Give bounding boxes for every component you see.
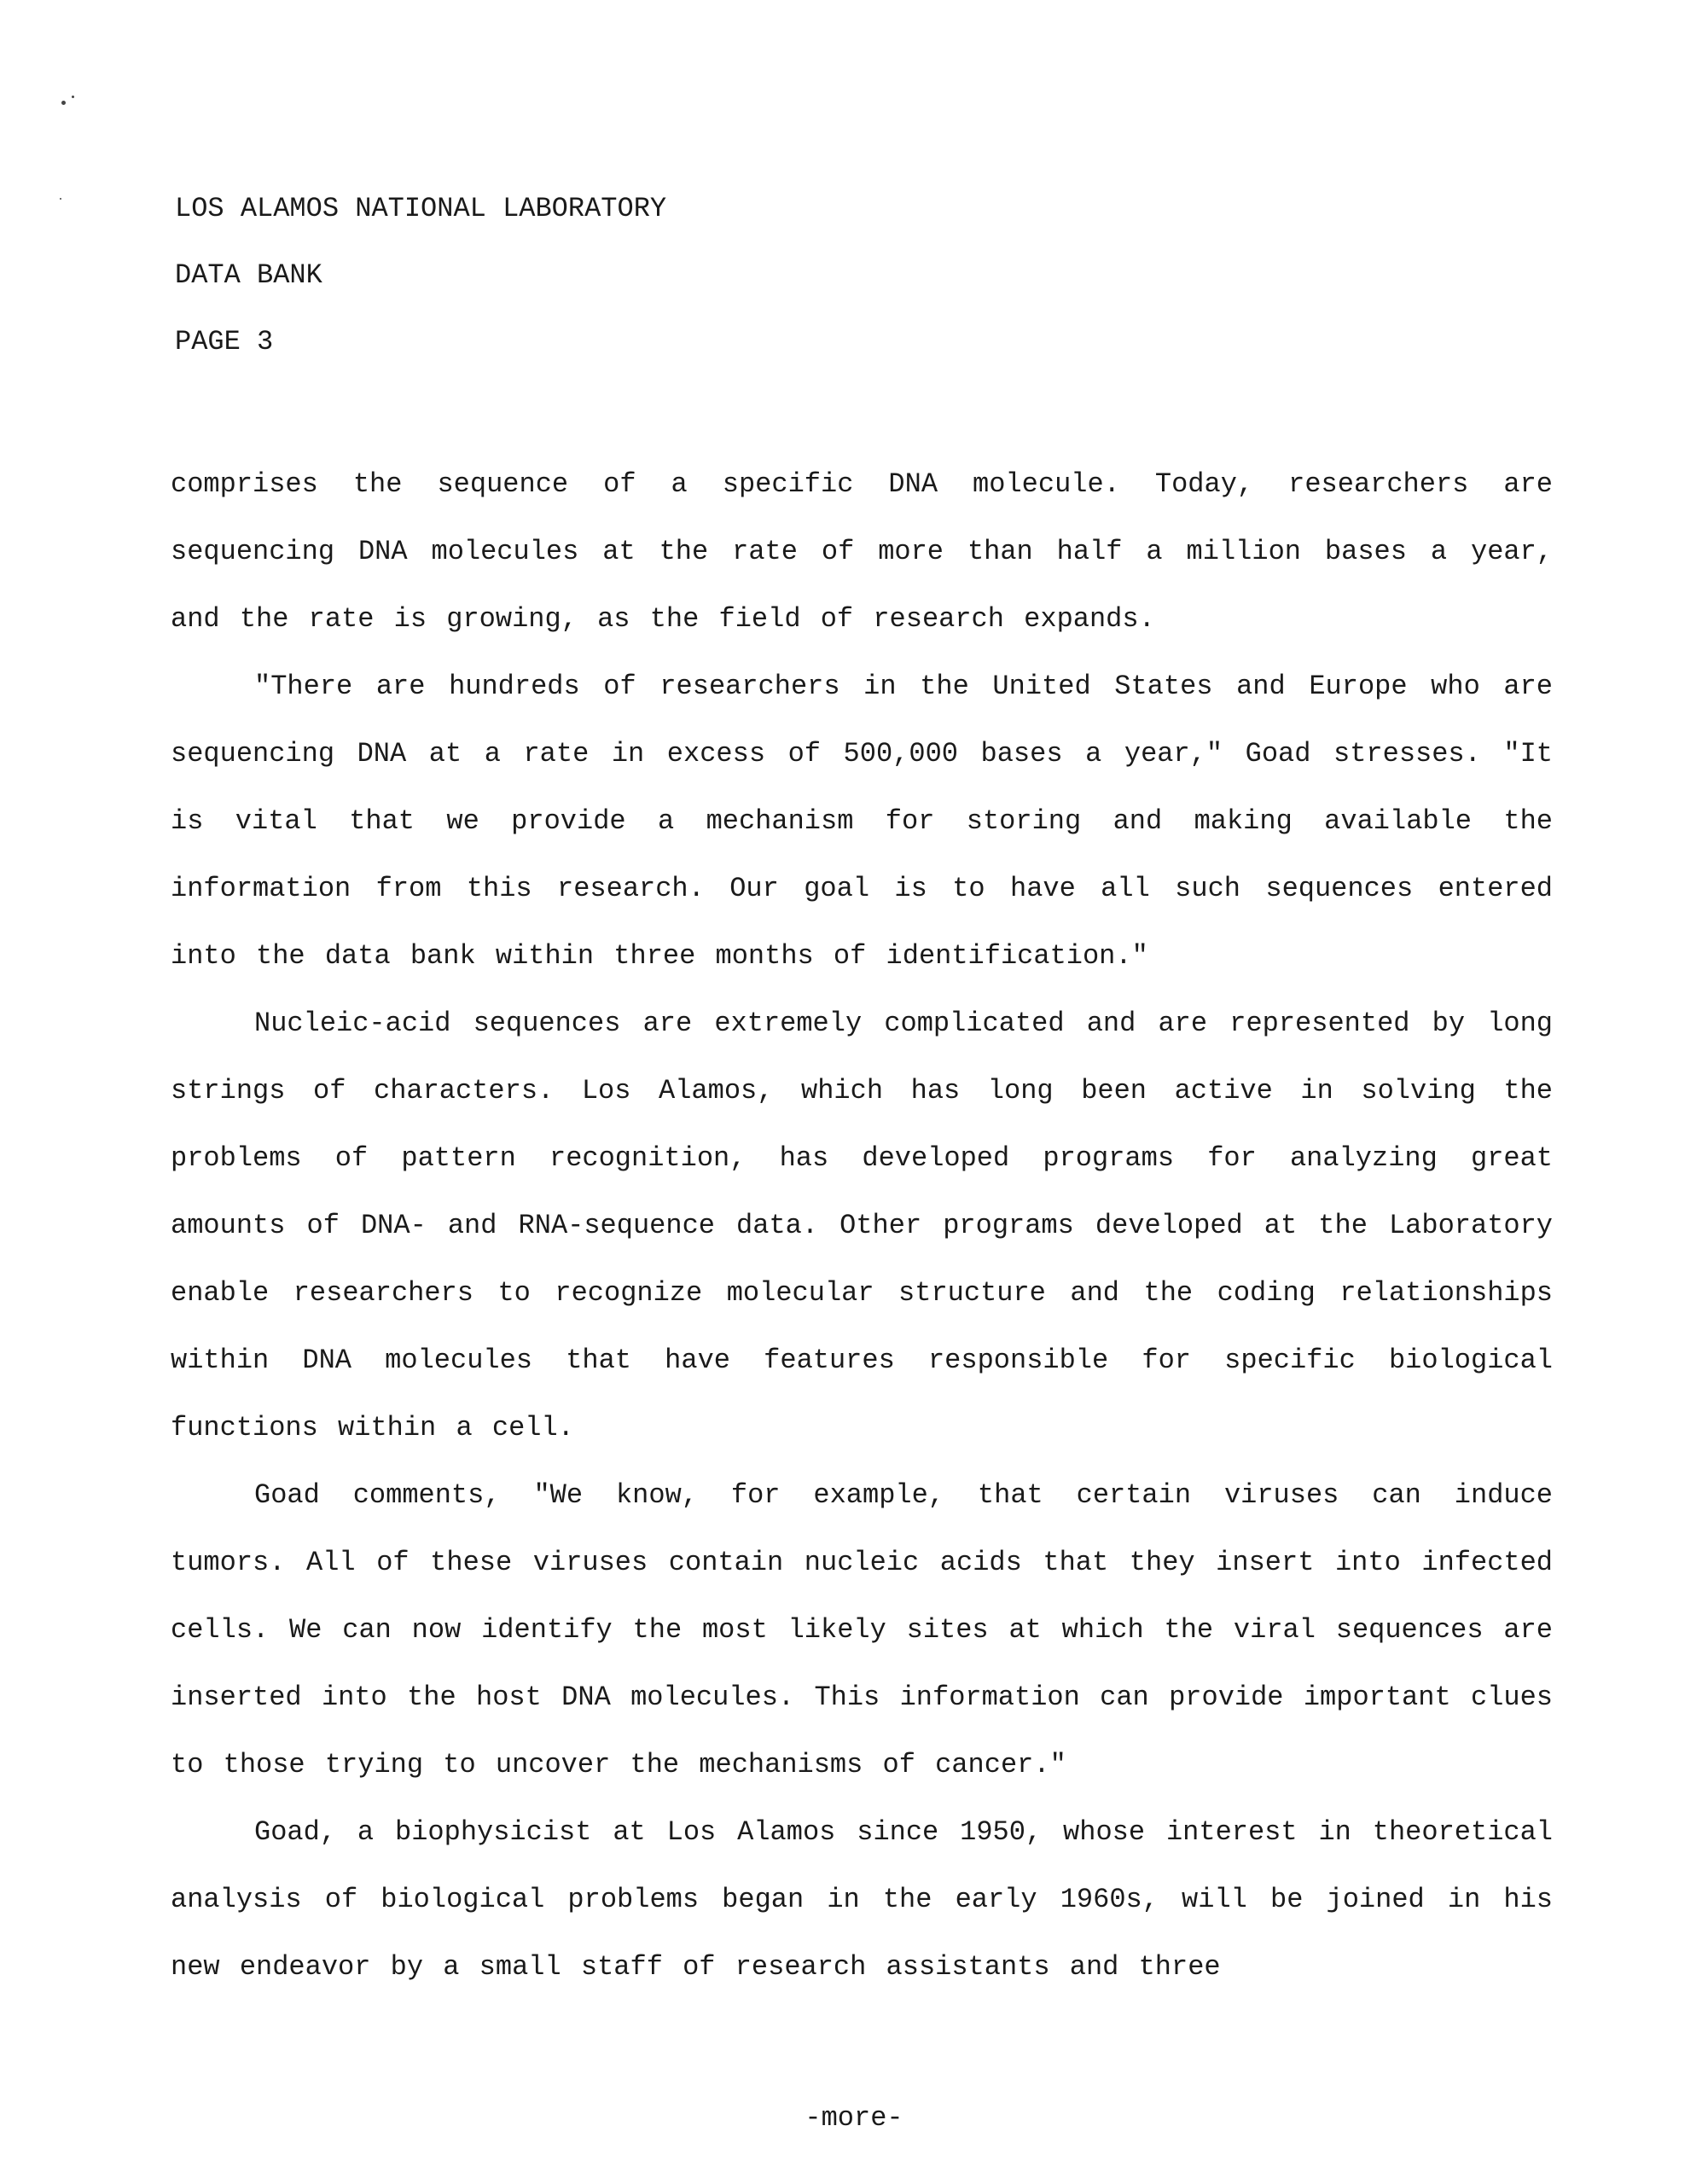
paragraph-goad-bio: Goad, a biophysicist at Los Alamos since 1950, whose interest in theoretical analysis of biological problems began in the early 1960s, will be joined in his new endeavor by a small staff of research assistants and three [171, 1816, 1553, 1983]
header-page-number: PAGE 3 [175, 326, 274, 357]
scan-speck [72, 96, 74, 98]
continuation-marker: -more- [805, 2102, 903, 2134]
scan-speck [60, 198, 61, 200]
paragraph-nucleic-acid: Nucleic-acid sequences are extremely complicated and are represented by long strings of characters. Los Alamos, which has long been active in solving the problems of pattern recognition, has developed programs for analyzing great amounts of DNA- and RNA-sequence data. Other programs developed at the Laboratory enable researchers to recognize molecular structure and the coding relationships within DNA molecules that have features responsible for specific biological functions within a cell. [171, 1008, 1553, 1443]
paragraph-goad-quote: "There are hundreds of researchers in the United States and Europe who are sequencing DNA at a rate in excess of 500,000 bases a year," Goad stresses. "It is vital that we provide a mechanism for storing and making available the information from this research. Our goal is to have all such sequences entered into the data bank within three months of identification." [171, 671, 1553, 972]
header-section: DATA BANK [175, 259, 322, 291]
header-organization: LOS ALAMOS NATIONAL LABORATORY [175, 193, 667, 224]
paragraph-continuation: comprises the sequence of a specific DNA molecule. Today, researchers are sequencing DNA molecules at the rate of more than half a million bases a year, and the rate is growing, as the field of research expands. [171, 468, 1553, 635]
scan-speck [61, 101, 66, 105]
article-body [171, 450, 1553, 2001]
paragraph-viruses: Goad comments, "We know, for example, that certain viruses can induce tumors. All of these viruses contain nucleic acids that they insert into infected cells. We can now identify the most likely sites at which the viral sequences are inserted into the host DNA molecules. This information can provide important clues to those trying to uncover the mechanisms of cancer." [171, 1479, 1553, 1780]
